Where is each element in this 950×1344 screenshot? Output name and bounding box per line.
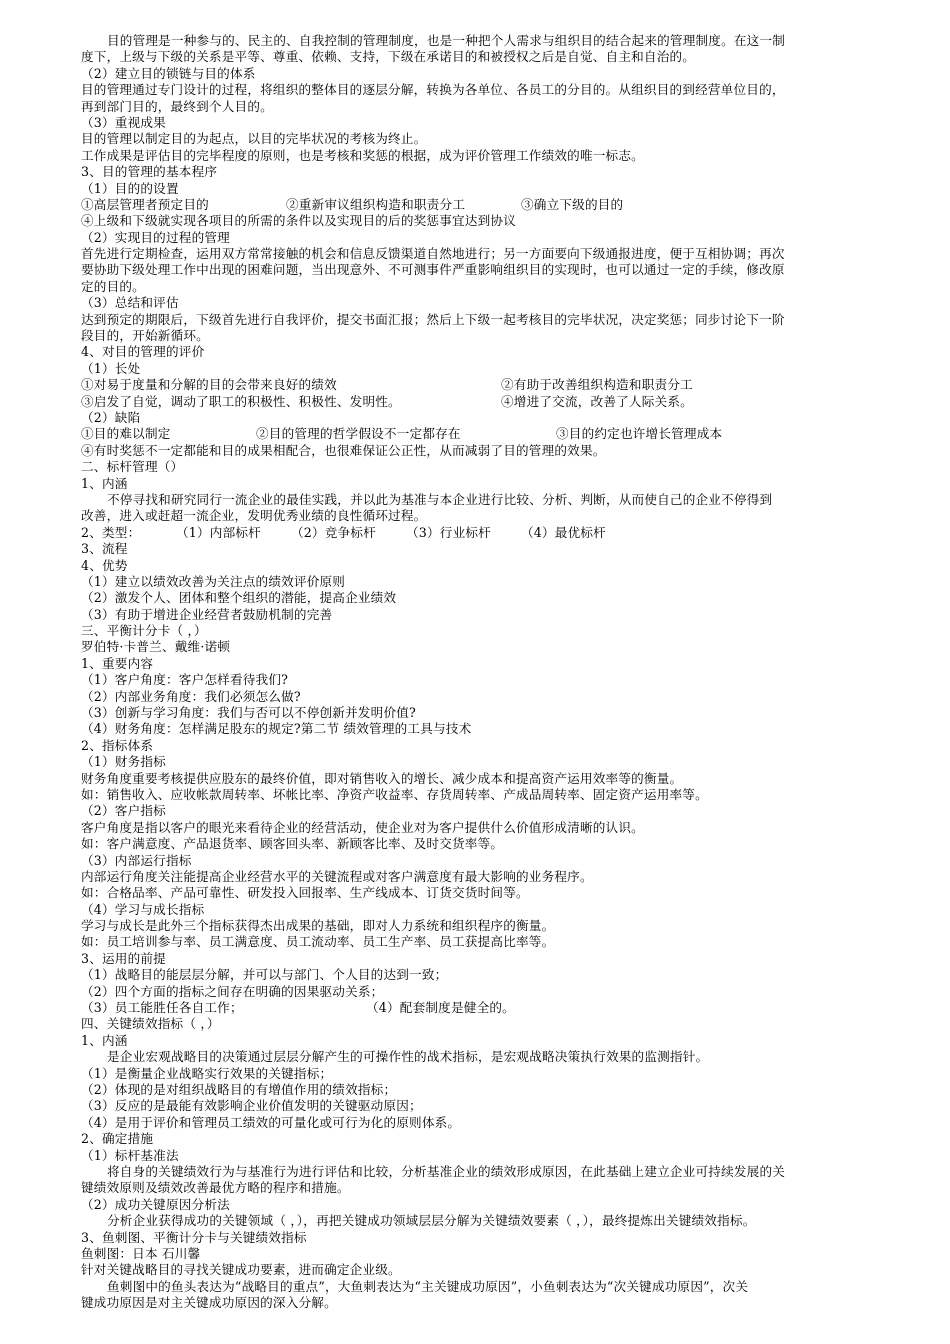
- section-heading: 3、目的管理的基本程序: [81, 164, 218, 180]
- paragraph-line: 不停寻找和研究同行一流企业的最佳实践，并以此为基准与本企业进行比较、分析、判断，从而使自己的企业不停得到: [107, 491, 773, 507]
- list-item: ③目的约定也许增长管理成本: [556, 426, 723, 442]
- paragraph-line: 段目的，开始新循环。: [81, 328, 209, 344]
- paragraph-line: 针对关键战略目的寻找关键成功要素，进而确定企业级。: [81, 1262, 401, 1278]
- paragraph-line: 目的管理是一种参与的、民主的、自我控制的管理制度，也是一种把个人需求与组织目的结合起来的管理制度。在这一制: [107, 33, 786, 48]
- list-row: [81, 394, 871, 410]
- list-item: （4）最优标杆: [521, 524, 606, 540]
- list-item: （4）财务角度：怎样满足股东的规定?第二节 绩效管理的工具与技术: [81, 721, 472, 737]
- paragraph-line: 键成功原因是对主关键成功原因的深入分解。: [81, 1295, 337, 1311]
- section-heading: 2、类型：: [81, 524, 141, 540]
- list-item: ④有时奖惩不一定都能和目的成果相配合，也很难保证公正性，从而减弱了目的管理的效果。: [81, 442, 606, 458]
- list-item: （3）行业标杆: [406, 524, 491, 540]
- paragraph-line: 鱼刺图中的鱼头表达为“战略目的重点”，大鱼刺表达为“主关键成功原因”，小鱼刺表达为“次关键成功原因”，次关: [107, 1278, 749, 1294]
- list-item: ③确立下级的目的: [521, 196, 624, 212]
- paragraph-line: 财务角度重要考核提供应股东的最终价值，即对销售收入的增长、减少成本和提高资产运用效率等的衡量。: [81, 770, 683, 786]
- paragraph-line: 学习与成长是此外三个指标获得杰出成果的基础，即对人力系统和组织程序的衡量。: [81, 918, 555, 934]
- list-item: （3）员工能胜任各自工作；: [81, 1000, 243, 1016]
- list-row: [81, 377, 871, 393]
- list-row: [81, 197, 871, 213]
- paragraph-line: 如：合格品率、产品可靠性、研发投入回报率、生产线成本、订货交货时间等。: [81, 885, 529, 901]
- subheading: （2）建立目的锁链与目的体系: [81, 65, 256, 81]
- list-item: （1）战略目的能层层分解，并可以与部门、个人目的达到一致；: [81, 967, 448, 983]
- paragraph-line: 要协助下级处理工作中出现的困难问题，当出现意外、不可测事件严重影响组织目的实现时，也可以通过一定的手续，修改原: [81, 262, 785, 278]
- list-item: （2）内部业务角度：我们必须怎么做?: [81, 688, 301, 704]
- list-item: （2）四个方面的指标之间存在明确的因果驱动关系；: [81, 983, 384, 999]
- paragraph-line: 目的管理以制定目的为起点，以目的完毕状况的考核为终止。: [81, 131, 427, 147]
- list-item: （1）是衡量企业战略实行效果的关键指标；: [81, 1065, 333, 1081]
- section-heading: 4、对目的管理的评价: [81, 344, 205, 360]
- subheading: （1）目的的设置: [81, 180, 179, 196]
- list-row: [81, 1000, 871, 1016]
- subheading: （2）客户指标: [81, 803, 166, 819]
- list-item: （3）反应的是最能有效影响企业价值发明的关键驱动原因；: [81, 1098, 422, 1114]
- list-item: （1）内部标杆: [176, 524, 261, 540]
- section-heading: 1、重要内容: [81, 655, 154, 671]
- subheading: （3）重视成果: [81, 114, 166, 130]
- subheading: （3）总结和评估: [81, 295, 179, 311]
- section-heading: 1、内涵: [81, 1032, 128, 1048]
- subheading: （1）标杆基准法: [81, 1147, 179, 1163]
- section-heading: 3、鱼刺图、平衡计分卡与关键绩效指标: [81, 1229, 307, 1245]
- chapter-heading: 二、标杆管理（）: [81, 459, 184, 475]
- paragraph-line: 分析企业获得成功的关键领域（ ，），再把关键成功领域层层分解为关键绩效要素（ ，），最终提炼出关键绩效指标。: [107, 1213, 756, 1229]
- list-item: ④增进了交流，改善了人际关系。: [501, 393, 693, 409]
- list-item: ②目的管理的哲学假设不一定都存在: [256, 426, 461, 442]
- list-item: （4）配套制度是健全的。: [366, 1000, 515, 1016]
- paragraph-line: 客户角度是指以客户的眼光来看待企业的经营活动，使企业对为客户提供什么价值形成清晰的认识。: [81, 819, 644, 835]
- list-item: （2）体现的是对组织战略目的有增值作用的绩效指标；: [81, 1082, 397, 1097]
- list-item: ①目的难以制定: [81, 426, 171, 442]
- chapter-heading: 四、关键绩效指标（ ，）: [81, 1016, 220, 1032]
- paragraph-line: 键绩效原则及绩效改善最优方略的程序和措施。: [81, 1180, 350, 1196]
- list-row: [81, 525, 871, 541]
- paragraph-line: 如：客户满意度、产品退货率、顾客回头率、新顾客比率、及时交货率等。: [81, 836, 504, 852]
- subheading: （1）财务指标: [81, 754, 166, 770]
- paragraph-line: 改善，进入或赶超一流企业，发明优秀业绩的良性循环过程。: [81, 508, 427, 524]
- paragraph-line: 是企业宏观战略目的决策通过层层分解产生的可操作性的战术指标，是宏观战略决策执行效果的监测指针。: [107, 1049, 709, 1065]
- list-item: （3）有助于增进企业经营者鼓励机制的完善: [81, 606, 333, 622]
- subheading: （3）内部运行指标: [81, 852, 192, 868]
- subheading: （4）学习与成长指标: [81, 901, 205, 917]
- paragraph-line: 鱼刺图：日本 石川馨: [81, 1245, 201, 1261]
- document-page: [81, 33, 871, 1311]
- paragraph-line: 定的目的。: [81, 278, 145, 294]
- paragraph-line: 度下，上级与下级的关系是平等、尊重、依赖、支持，下级在承诺目的和被授权之后是自觉、自主和自治的。: [81, 49, 696, 65]
- list-item: （4）是用于评价和管理员工绩效的可量化或可行为化的原则体系。: [81, 1114, 461, 1130]
- subheading: （2）实现目的过程的管理: [81, 229, 230, 245]
- paragraph-line: 首先进行定期检查，运用双方常常接触的机会和信息反馈渠道自然地进行；另一方面要向下级通报进度，便于互相协调；再次: [81, 246, 785, 262]
- list-item: ②重新审议组织构造和职责分工: [286, 196, 466, 212]
- paragraph-line: 罗伯特·卡普兰、戴维·诺顿: [81, 639, 231, 655]
- paragraph-line: 将自身的关键绩效行为与基准行为进行评估和比较，分析基准企业的绩效形成原因，在此基础上建立企业可持续发展的关: [107, 1163, 786, 1179]
- section-heading: 2、确定措施: [81, 1131, 154, 1147]
- list-item: ①对易于度量和分解的目的会带来良好的绩效: [81, 377, 337, 393]
- chapter-heading: 三、平衡计分卡（ ，）: [81, 623, 207, 639]
- list-item: （2）竞争标杆: [291, 524, 376, 540]
- paragraph-line: 再到部门目的，最终到个人目的。: [81, 98, 273, 114]
- section-heading: 3、运用的前提: [81, 950, 166, 966]
- list-item: （3）创新与学习角度：我们与否可以不停创新并发明价值?: [81, 705, 417, 721]
- list-item: ④上级和下级就实现各项目的所需的条件以及实现目的后的奖惩事宜达到协议: [81, 213, 516, 229]
- list-item: ①高层管理者预定目的: [81, 196, 209, 212]
- section-heading: 2、指标体系: [81, 737, 154, 753]
- list-item: （1）客户角度：客户怎样看待我们?: [81, 672, 289, 688]
- subheading: （2）缺陷: [81, 409, 141, 425]
- paragraph-line: 工作成果是评估目的完毕程度的原则，也是考核和奖惩的根据，成为评价管理工作绩效的唯一标志。: [81, 147, 644, 163]
- paragraph-line: 如：员工培训参与率、员工满意度、员工流动率、员工生产率、员工获提高比率等。: [81, 934, 555, 950]
- paragraph-line: 达到预定的期限后，下级首先进行自我评价，提交书面汇报；然后上下级一起考核目的完毕状况，决定奖惩；同步讨论下一阶: [81, 311, 785, 327]
- section-heading: 1、内涵: [81, 475, 128, 491]
- section-heading: 4、优势: [81, 557, 128, 573]
- list-item: ③启发了自觉，调动了职工的积极性、积极性、发明性。: [81, 393, 401, 409]
- paragraph-line: 如：销售收入、应收帐款周转率、坏帐比率、净资产收益率、存货周转率、产成品周转率、固定资产运用率等。: [81, 786, 708, 802]
- list-row: [81, 426, 871, 442]
- subheading: （1）长处: [81, 360, 141, 376]
- list-item: ②有助于改善组织构造和职责分工: [501, 377, 693, 393]
- section-heading: 3、流程: [81, 541, 128, 557]
- subheading: （2）成功关键原因分析法: [81, 1196, 230, 1212]
- paragraph-line: 内部运行角度关注能提高企业经营水平的关键流程或对客户满意度有最大影响的业务程序。: [81, 868, 593, 884]
- list-item: （1）建立以绩效改善为关注点的绩效评价原则: [81, 573, 346, 589]
- paragraph-line: 目的管理通过专门设计的过程，将组织的整体目的逐层分解，转换为各单位、各员工的分目的。从组织目的到经营单位目的，: [81, 82, 785, 98]
- list-item: （2）激发个人、团体和整个组织的潜能，提高企业绩效: [81, 590, 397, 606]
